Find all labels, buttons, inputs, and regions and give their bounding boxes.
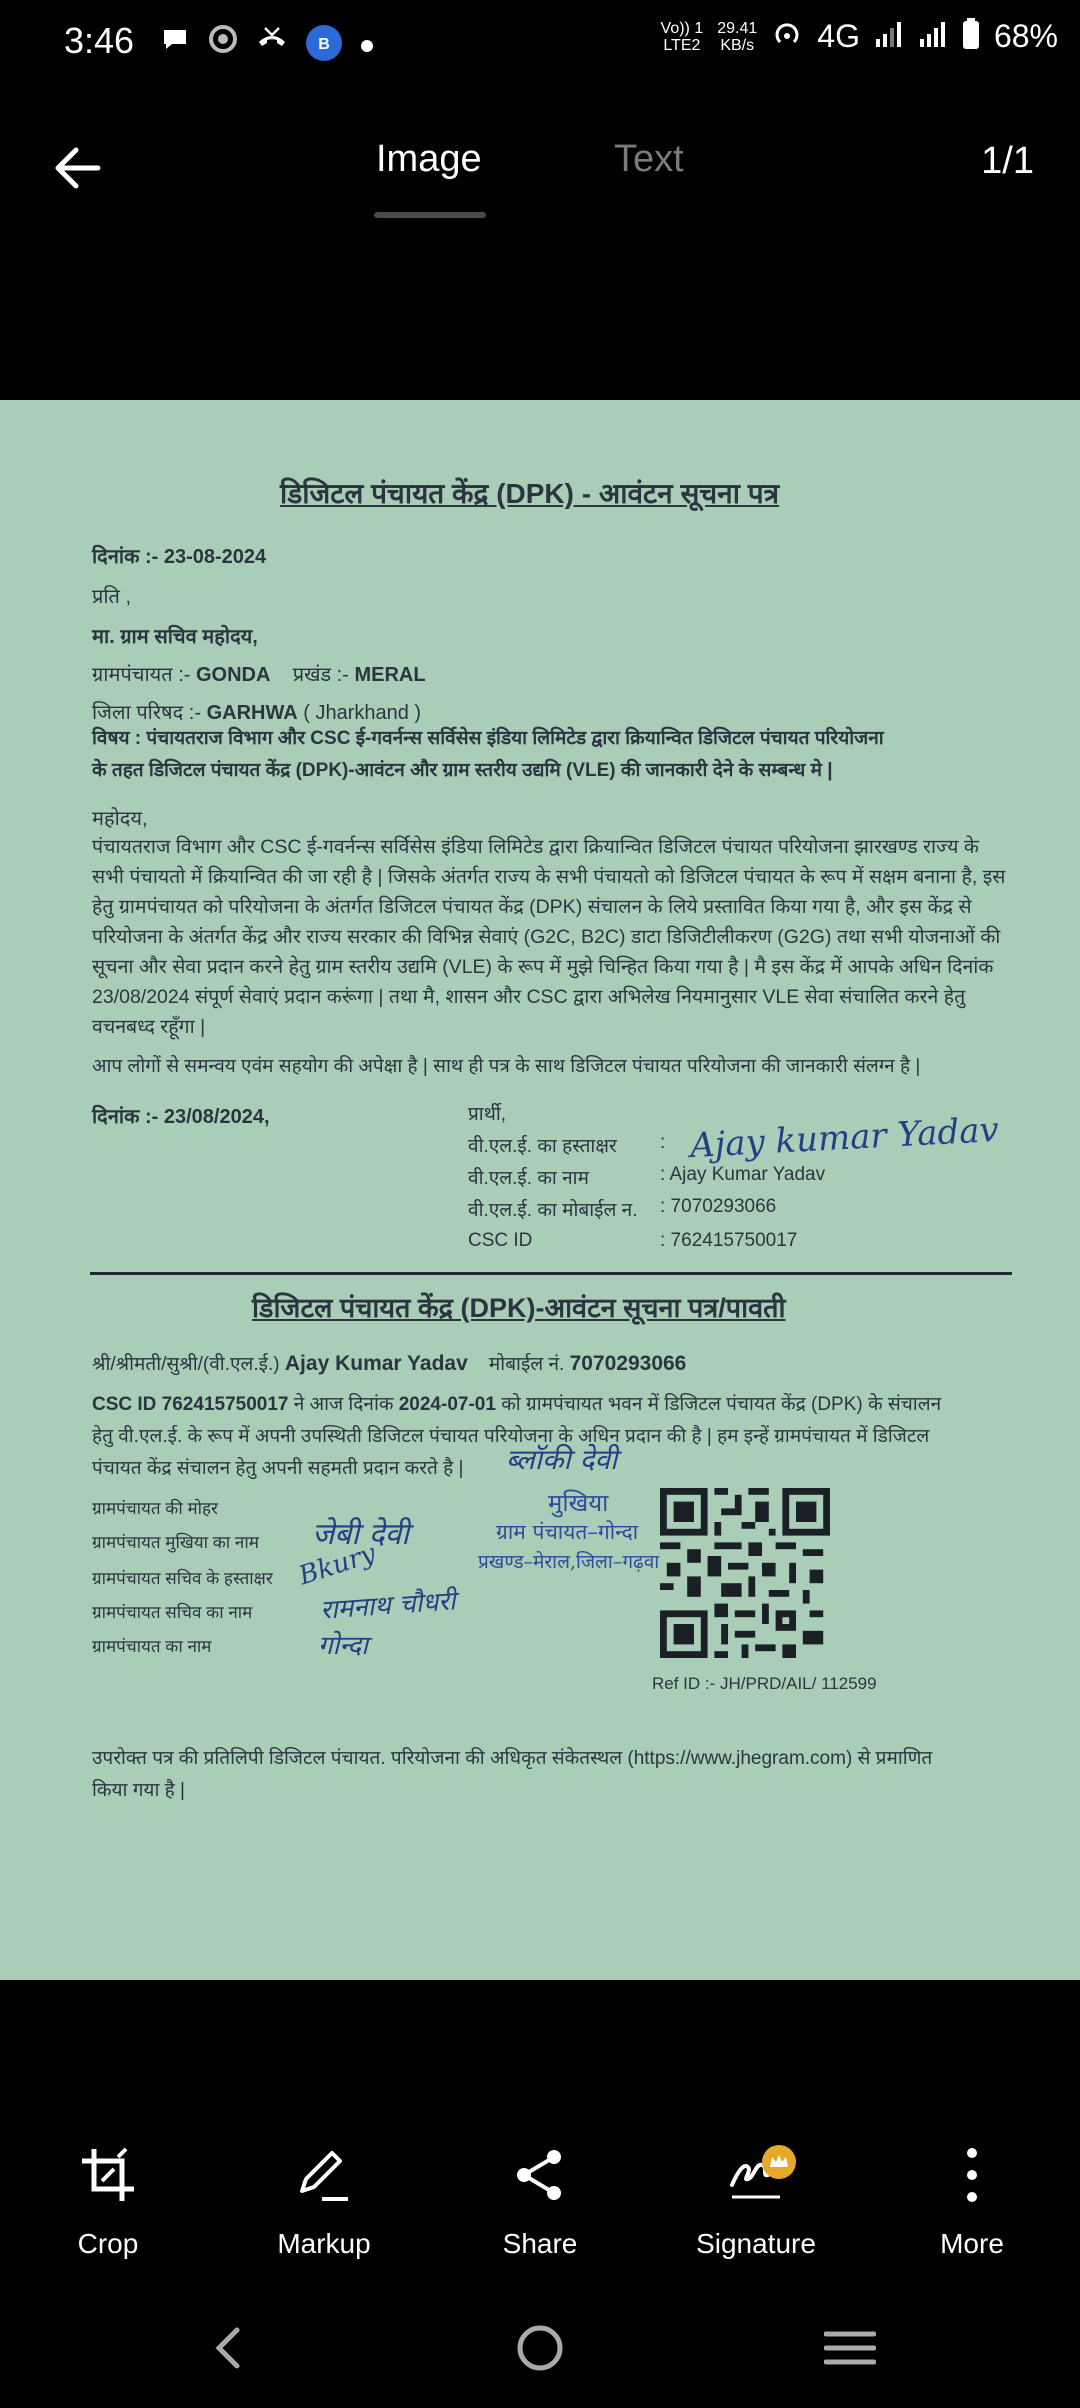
ack-mobile-value: 7070293066 xyxy=(569,1352,687,1375)
volte-label: Vo)) 1 xyxy=(660,19,704,37)
handwritten-sachiv-sign: Bkury xyxy=(295,1538,380,1592)
label-sachiv-name: ग्रामपंचायत सचिव का नाम xyxy=(92,1603,253,1622)
vle-name-value: : Ajay Kumar Yadav xyxy=(660,1164,826,1185)
share-button[interactable] xyxy=(450,2140,630,2260)
bottom-toolbar xyxy=(0,2140,1080,2290)
speed-value: 29.41 xyxy=(717,19,758,37)
signature-button[interactable] xyxy=(666,2140,846,2260)
prarthi-label: प्रार्थी, xyxy=(468,1104,507,1125)
zila-label: जिला परिषद :- xyxy=(92,702,201,724)
share-icon xyxy=(510,2145,570,2205)
ack-date: 2024-07-01 xyxy=(398,1394,496,1415)
more-button[interactable] xyxy=(882,2140,1062,2260)
chevron-left-icon xyxy=(213,2326,243,2370)
salutation: महोदय, xyxy=(92,808,148,830)
zila-value: GARHWA xyxy=(206,702,298,724)
signal-2-icon xyxy=(918,19,948,54)
vle-handwritten-signature: Ajay kumar Yadav xyxy=(689,1109,1000,1167)
section-divider xyxy=(90,1272,1012,1275)
addressee: मा. ग्राम सचिव महोदय, xyxy=(92,626,258,648)
gram-panchayat-row xyxy=(92,660,426,687)
home-circle-icon xyxy=(515,2323,565,2373)
chrome-icon xyxy=(208,24,238,62)
document-image xyxy=(0,400,1080,1980)
handwritten-mukhiya-name: जेबी देवी xyxy=(312,1517,410,1552)
mukhiya-handwritten-signature: ब्लॉकी देवी xyxy=(506,1443,618,1476)
vle-sign-label: वी.एल.ई. का हस्ताक्षर xyxy=(468,1136,617,1157)
label-sachiv-sign: ग्रामपंचायत सचिव के हस्ताक्षर xyxy=(92,1569,273,1588)
document-title: डिजिटल पंचायत केंद्र (DPK) - आवंटन सूचना पत्र xyxy=(280,478,780,509)
battery-icon xyxy=(962,18,980,55)
active-tab-indicator xyxy=(374,212,486,218)
ack-mobile-label: मोबाईल नं. xyxy=(488,1354,565,1375)
csc-id-label: CSC ID xyxy=(468,1230,533,1251)
lte2-label: LTE2 xyxy=(663,36,701,54)
prati-label: प्रति , xyxy=(92,586,132,608)
label-gp-mohar: ग्रामपंचायत की मोहर xyxy=(92,1499,219,1518)
ack-vle-name: Ajay Kumar Yadav xyxy=(284,1352,468,1375)
body-paragraph: पंचायतराज विभाग और CSC ई-गवर्नन्स सर्विसेस इंडिया लिमिटेड द्वारा क्रियान्वित डिजिटल पंचायत परियोजना झारखण्ड राज्य के सभी पंचायतो में क्रियान्वित की जा रही है | जिसके अंतर्गत राज्य के सभी पंचायतो को डिजिटल पंचायत के रूप में सक्षम बनाना है, इस हेतु ग्रामपंचायत को परियोजना के अंतर्गत डिजिटल पंचायत केंद्र (DPK) संचालन के लिये प्रस्तावित किया गया है, और इस केंद्र से परियोजना के अंतर्गत केंद्र और राज्य सरकार की विभिन्न सेवाएं (G2C, B2C) डाटा डिजिटीलीकरण (G2G) तथा सभी योजनाओं की सूचना और सेवा प्रदान करने हेतु ग्राम स्तरीय उद्यमि (VLE) के रूप में मुझे चिन्हित किया गया है | मै इस केंद्र में आपके अधिन दिनांक 23/08/2024 संपूर्ण सेवाएं प्रदान करूंगा | तथा मै, शासन और CSC द्वारा अभिलेख नियमानुसार VLE सेवा संचालित करने हेतु वचनबध्द रहूँगा | xyxy=(92,836,1006,1038)
footer-line-1: उपरोक्त पत्र की प्रतिलिपी डिजिटल पंचायत. परियोजना की अधिकृत संकेतस्थल (https://www.jhegram.com) से प्रमाणित xyxy=(92,1748,933,1769)
label-mukhiya-name: ग्रामपंचायत मुखिया का नाम xyxy=(92,1533,259,1552)
pencil-icon xyxy=(294,2145,354,2205)
ack-csc-id: CSC ID 762415750017 xyxy=(92,1394,289,1415)
state-value: ( Jharkhand ) xyxy=(303,702,422,724)
more-notifications-dot-icon xyxy=(360,26,374,61)
share-label: Share xyxy=(502,2228,578,2259)
sign-date: दिनांक :- 23/08/2024, xyxy=(92,1106,270,1128)
qr-code xyxy=(660,1488,830,1658)
nav-recents-button[interactable] xyxy=(810,2318,890,2378)
more-label: More xyxy=(940,2228,1004,2259)
prakhand-label: प्रखंड :- xyxy=(292,664,349,686)
markup-label: Markup xyxy=(277,2228,371,2259)
markup-button[interactable] xyxy=(234,2140,414,2260)
crop-button[interactable] xyxy=(18,2140,198,2260)
vle-mobile-value: : 7070293066 xyxy=(660,1196,777,1217)
hotspot-icon xyxy=(771,18,803,55)
chat-icon xyxy=(160,24,190,62)
subject-line-2: के तहत डिजिटल पंचायत केंद्र (DPK)-आवंटन और ग्राम स्तरीय उद्यमि (VLE) की जानकारी देने के सम्बन्ध मे | xyxy=(92,760,833,781)
prakhand-value: MERAL xyxy=(354,664,426,686)
ack-prefix: श्री/श्रीमती/सुश्री/(वी.एल.ई.) xyxy=(92,1354,280,1375)
menu-lines-icon xyxy=(824,2328,876,2368)
status-time: 3:46 xyxy=(64,20,135,61)
stamp-line-1: मुखिया xyxy=(548,1489,609,1517)
crop-icon xyxy=(78,2145,138,2205)
crop-label: Crop xyxy=(77,2228,139,2259)
back-button[interactable] xyxy=(48,138,108,198)
signal-type-label: 4G xyxy=(817,18,860,54)
zila-row xyxy=(92,698,421,725)
vle-mobile-label: वी.एल.ई. का मोबाईल न. xyxy=(468,1200,638,1221)
system-navigation-bar xyxy=(0,2310,1080,2390)
vle-name-label: वी.एल.ई. का नाम xyxy=(468,1168,589,1189)
ack-line-2: हेतु वी.एल.ई. के रूप में अपनी उपस्थिती डिजिटल पंचायत परियोजना के अधिन प्रदान की है | हम इन्हें ग्रामपंचायत में डिजिटल xyxy=(92,1426,930,1447)
ack-line1-end: को ग्रामपंचायत भवन में डिजिटल पंचायत केंद्र (DPK) के संचालन xyxy=(501,1394,942,1415)
letter-date: दिनांक :- 23-08-2024 xyxy=(92,546,267,568)
svg-text:B: B xyxy=(318,36,330,53)
status-right xyxy=(661,18,1058,55)
handwritten-sachiv-name: रामनाथ चौधरी xyxy=(319,1586,457,1626)
label-gp-name: ग्रामपंचायत का नाम xyxy=(92,1637,212,1656)
network-type xyxy=(661,20,704,54)
more-vertical-icon xyxy=(962,2145,982,2205)
ack-line1-mid: ने आज दिनांक xyxy=(293,1394,394,1415)
gram-panchayat-label: ग्रामपंचायत :- xyxy=(92,664,191,686)
tab-text[interactable]: Text xyxy=(614,138,684,180)
stamp-line-3: प्रखण्ड–मेराल,जिला–गढ़वा xyxy=(478,1551,660,1573)
speed-unit: KB/s xyxy=(720,36,755,54)
signal-1-icon xyxy=(874,19,904,54)
subject-line-1: विषय : पंचायतराज विभाग और CSC ई-गवर्नन्स सर्विसेस इंडिया लिमिटेड द्वारा क्रियान्वित डिजिटल पंचायत परियोजना xyxy=(92,728,884,749)
missed-call-icon xyxy=(256,24,288,62)
viewer-header xyxy=(0,120,1080,230)
tab-image[interactable]: Image xyxy=(376,138,482,180)
network-speed xyxy=(717,20,757,54)
ack-name-row xyxy=(92,1350,686,1376)
handwritten-gp-name: गोन्दा xyxy=(318,1631,368,1661)
nav-back-button[interactable] xyxy=(188,2318,268,2378)
page-indicator: 1/1 xyxy=(981,140,1034,182)
ack-line-3: पंचायत केंद्र संचालन हेतु अपनी सहमती प्रदान करते है | xyxy=(92,1458,464,1479)
vle-sign-colon: : xyxy=(660,1132,666,1153)
app-b-icon xyxy=(306,25,342,61)
footer-line-2: किया गया है | xyxy=(92,1780,185,1801)
gram-panchayat-value: GONDA xyxy=(196,664,271,686)
nav-home-button[interactable] xyxy=(500,2318,580,2378)
csc-id-value: : 762415750017 xyxy=(660,1230,798,1251)
status-bar xyxy=(0,0,1080,90)
premium-crown-icon xyxy=(762,2145,796,2179)
ack-line-1 xyxy=(92,1390,941,1416)
battery-percent: 68% xyxy=(993,18,1058,54)
stamp-line-2: ग्राम पंचायत–गोन्दा xyxy=(496,1520,639,1544)
arrow-left-icon xyxy=(54,146,102,190)
notification-icons xyxy=(160,24,374,62)
signature-label: Signature xyxy=(696,2228,816,2259)
cooperation-line: आप लोगों से समन्वय एवंम सहयोग की अपेक्षा है | साथ ही पत्र के साथ डिजिटल पंचायत परियोजना की जानकारी संलग्न है | xyxy=(92,1056,921,1077)
acknowledgement-title: डिजिटल पंचायत केंद्र (DPK)-आवंटन सूचना पत्र/पावती xyxy=(252,1293,786,1323)
ref-id: Ref ID :- JH/PRD/AIL/ 112599 xyxy=(652,1674,877,1693)
